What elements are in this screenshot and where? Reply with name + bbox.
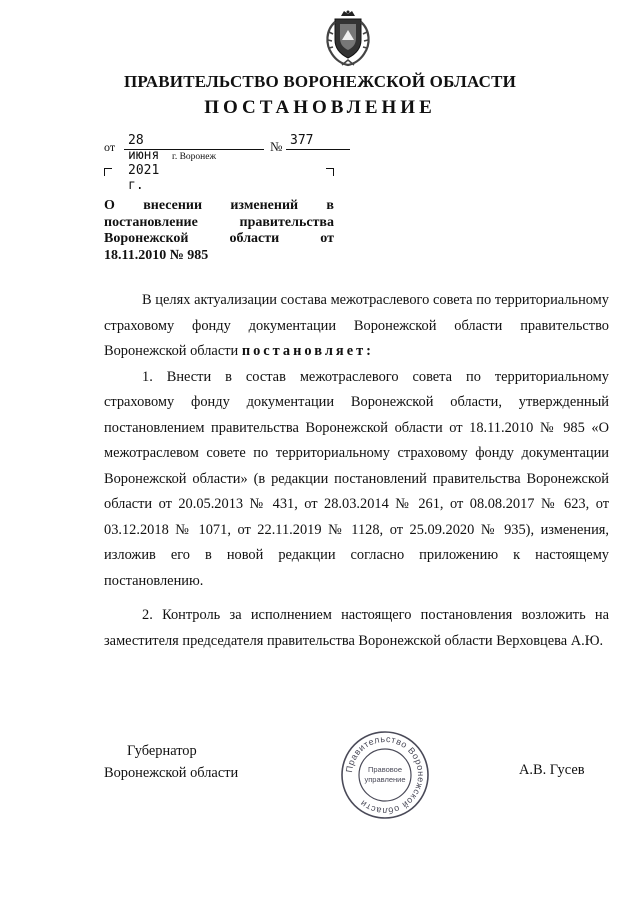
- decree-word: постановляет:: [241, 343, 374, 359]
- coat-of-arms-icon: [322, 10, 374, 68]
- signatory-name: А.В. Гусев: [519, 762, 585, 778]
- document-number: 377: [290, 133, 314, 148]
- stamp-center-line-1: Правовое: [367, 765, 403, 774]
- intro-paragraph: В целях актуализации состава межотраслевого совета по территориальному страховому фонду документации Воронежской области правительство Воронежской области постановляет:: [104, 292, 609, 359]
- stamp-center-line-2: управление: [364, 775, 406, 784]
- item-2-paragraph: 2. Контроль за исполнением настоящего постановления возложить на заместителя председателя правительства Воронежской области Верховцева А.Ю.: [104, 607, 609, 649]
- document-subject: [104, 198, 334, 264]
- subject-line-1: О внесении изменений в: [104, 198, 334, 213]
- document-date: 28 июня 2021 г.: [128, 133, 160, 193]
- stamp-ring-text: Правительство Воронежской области: [343, 733, 427, 817]
- date-prefix: от: [104, 140, 116, 154]
- corner-bracket-left-icon: [104, 168, 112, 176]
- subject-line-4: 18.11.2010 № 985: [104, 247, 209, 263]
- number-prefix: №: [270, 139, 283, 154]
- corner-bracket-right-icon: [326, 168, 334, 176]
- number-underline: [286, 149, 350, 150]
- stamp-seal: [340, 730, 430, 820]
- item-1-paragraph: 1. Внести в состав межотраслевого совета по территориальному страховому фонду документации Воронежской области, утвержденный постановлением правительства Воронежской области от 18.11.2010 № 985 «О межотраслевом совете по территориальному страховому фонду документации Воронежской области» (в редакции постановлений правительства Воронежской области от 20.05.2013 № 431, от 28.03.2014 № 261, от 08.08.2017 № 623, от 03.12.2018 № 1071, от 22.11.2019 № 1128, от 25.09.2020 № 935), изменения, изложив его в новой редакции согласно приложению к настоящему постановлению.: [104, 368, 609, 589]
- signatory-title-line-1: Губернатор: [127, 743, 197, 759]
- date-underline: [124, 149, 264, 150]
- subject-line-3: Воронежской области от: [104, 231, 334, 246]
- signatory-title: [104, 740, 238, 784]
- organization-title: ПРАВИТЕЛЬСТВО ВОРОНЕЖСКОЙ ОБЛАСТИ: [123, 72, 517, 91]
- document-type: ПОСТАНОВЛЕНИЕ: [204, 97, 436, 118]
- subject-line-2: постановление правительства: [104, 214, 334, 230]
- document-city: г. Воронеж: [172, 152, 217, 162]
- document-body: [104, 288, 609, 654]
- signatory-title-line-2: Воронежской области: [104, 765, 239, 781]
